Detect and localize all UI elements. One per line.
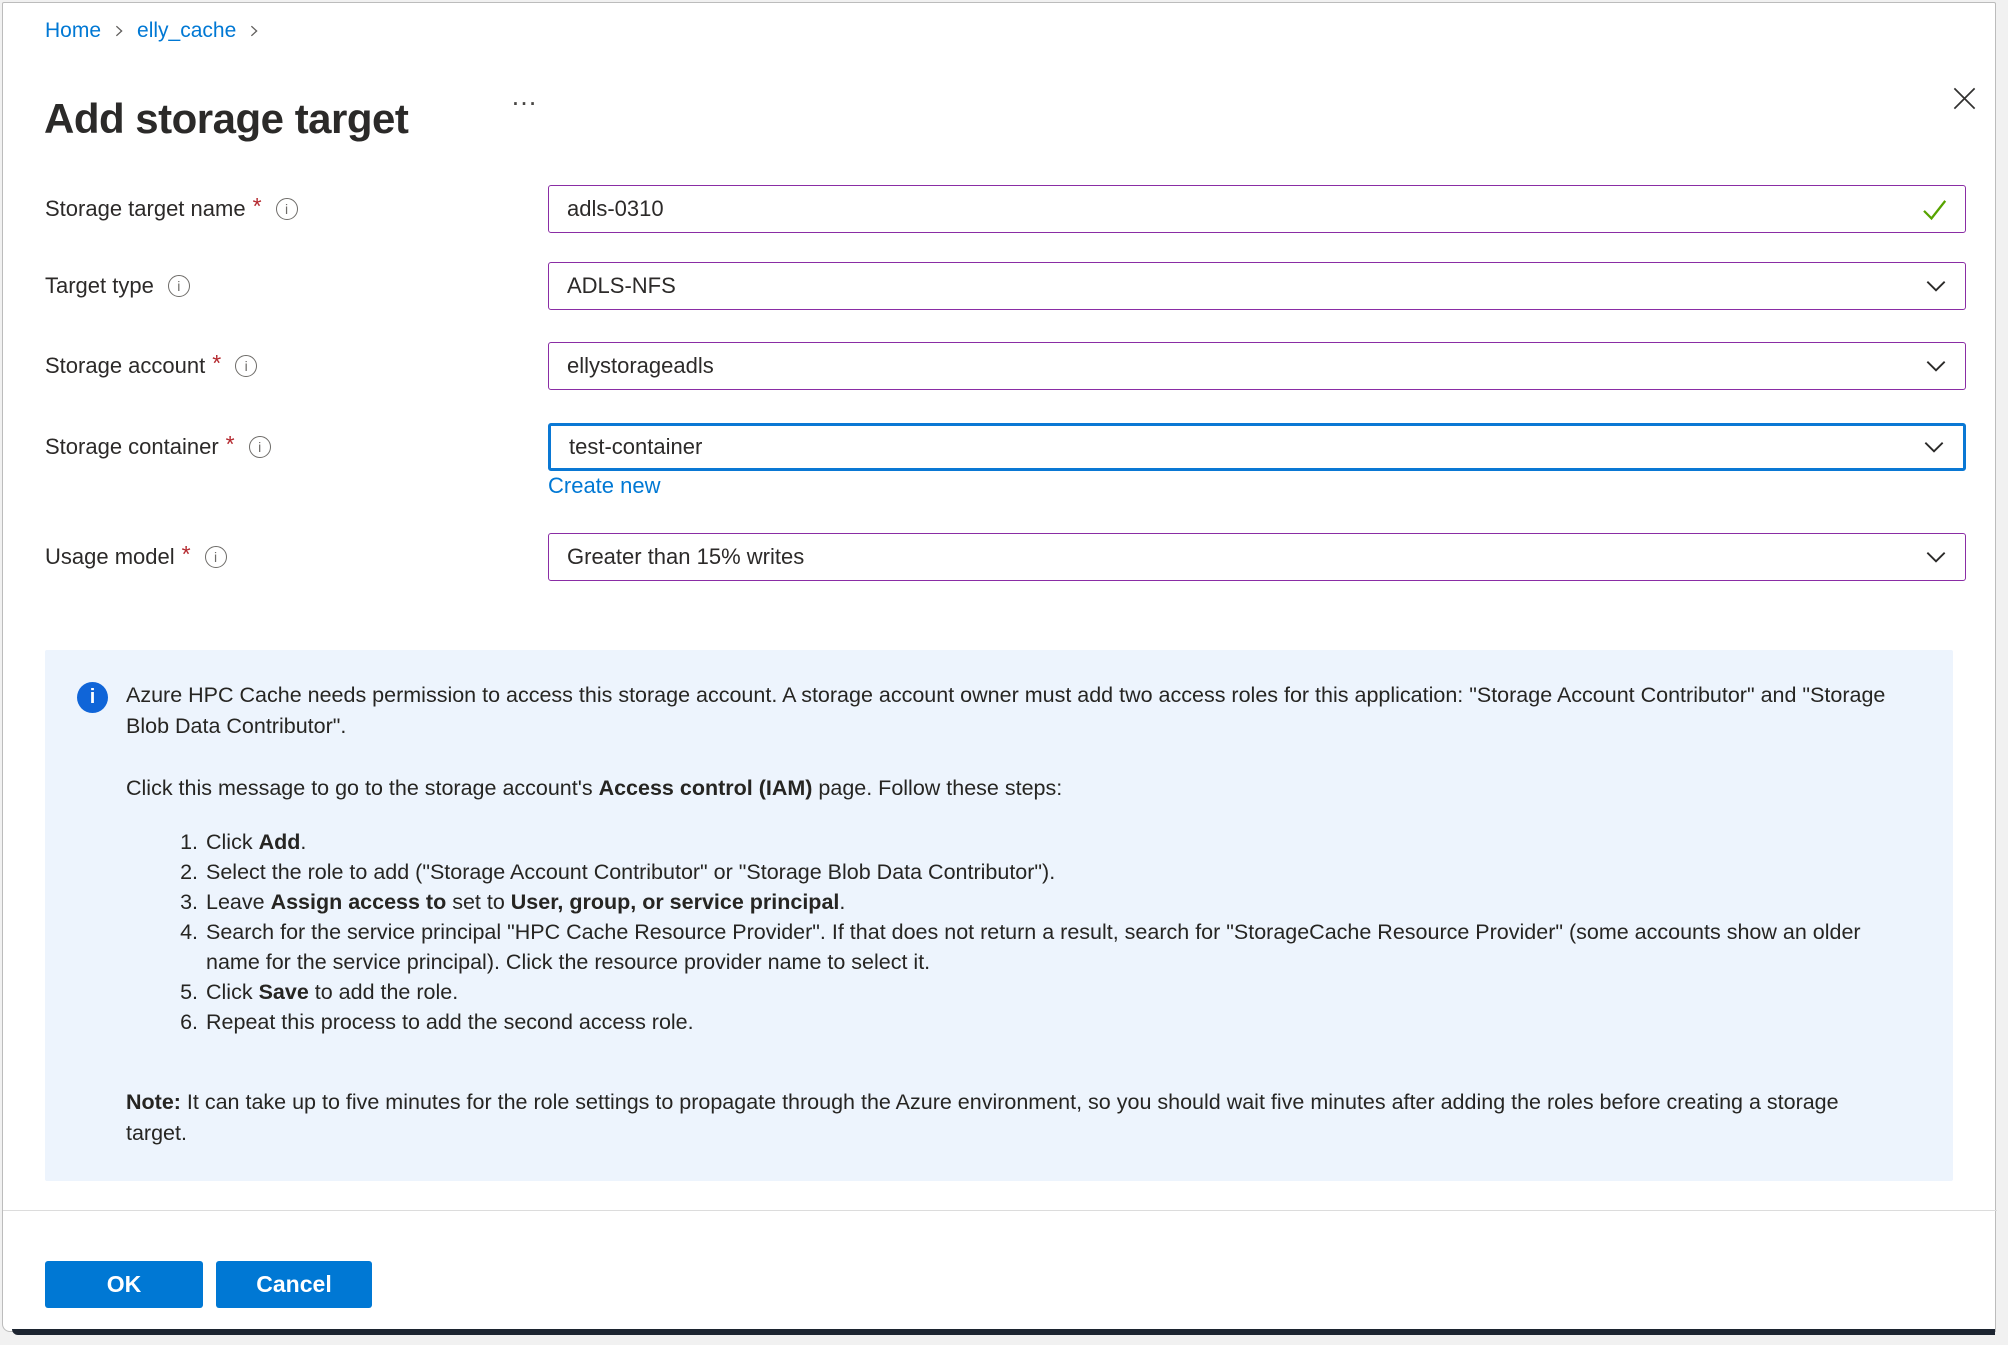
footer-divider xyxy=(3,1210,1997,1211)
required-asterisk: * xyxy=(181,541,191,567)
target-type-dropdown[interactable] xyxy=(548,262,1966,310)
storage-target-name-value[interactable] xyxy=(567,196,1907,222)
chevron-down-icon xyxy=(1923,353,1949,379)
field-label-group xyxy=(45,273,548,299)
breadcrumb xyxy=(45,19,261,43)
breadcrumb-cache-link[interactable]: elly_cache xyxy=(137,19,237,42)
chevron-right-icon xyxy=(112,24,126,38)
info-icon: i xyxy=(77,682,108,713)
info-tooltip-icon[interactable]: i xyxy=(235,355,257,377)
field-label-group xyxy=(45,431,548,460)
dropdown-selected-value: ADLS-NFS xyxy=(567,273,676,298)
info-step: 6. Repeat this process to add the second access role. xyxy=(204,1007,1897,1037)
usage-model-row xyxy=(45,533,1966,581)
storage-account-dropdown[interactable] xyxy=(548,342,1966,390)
chevron-down-icon xyxy=(1921,434,1947,460)
chevron-right-icon xyxy=(247,24,261,38)
field-label-group xyxy=(45,541,548,570)
bottom-edge-bar xyxy=(12,1329,1995,1335)
required-asterisk: * xyxy=(225,431,235,457)
info-tooltip-icon[interactable]: i xyxy=(276,198,298,220)
info-step: 4. Search for the service principal "HPC Cache Resource Provider". If that does not return a result, search for "StorageCache Resource Provider" (some accounts show an older name for the service principal). Click the resource provider name to select it. xyxy=(204,917,1897,977)
info-step: 2. Select the role to add ("Storage Account Contributor" or "Storage Blob Data Contributor"). xyxy=(204,857,1897,887)
field-label-group xyxy=(45,193,548,222)
storage-container-row xyxy=(45,423,1966,471)
create-new-link[interactable]: Create new xyxy=(548,473,661,498)
field-label: Usage model xyxy=(45,544,175,569)
ok-button[interactable]: OK xyxy=(45,1261,203,1308)
info-tooltip-icon[interactable]: i xyxy=(205,546,227,568)
info-step: 3. Leave Assign access to set to User, group, or service principal. xyxy=(204,887,1897,917)
storage-account-row xyxy=(45,342,1966,390)
required-asterisk: * xyxy=(252,193,262,219)
info-step: 5. Click Save to add the role. xyxy=(204,977,1897,1007)
storage-target-name-row xyxy=(45,185,1966,233)
field-label: Storage target name xyxy=(45,196,246,221)
target-type-row xyxy=(45,262,1966,310)
chevron-down-icon xyxy=(1923,273,1949,299)
info-paragraph: Azure HPC Cache needs permission to access this storage account. A storage account owner must add two access roles for this application: "Storage Account Contributor" and "Storage Blob Data Contributor". xyxy=(126,683,1886,738)
info-tooltip-icon[interactable]: i xyxy=(168,275,190,297)
add-storage-target-dialog xyxy=(2,2,1996,1332)
info-note: Note: It can take up to five minutes for the role settings to propagate through the Azure environment, so you should wait five minutes after adding the roles before creating a storage target. xyxy=(126,1090,1839,1145)
info-tooltip-icon[interactable]: i xyxy=(249,436,271,458)
close-icon[interactable] xyxy=(1946,80,1982,116)
field-label-group xyxy=(45,350,548,379)
info-step: 1. Click Add. xyxy=(204,827,1897,857)
valid-check-icon xyxy=(1919,194,1949,224)
more-menu-icon[interactable]: … xyxy=(503,81,547,111)
field-label: Storage container xyxy=(45,434,219,459)
chevron-down-icon xyxy=(1923,544,1949,570)
dropdown-selected-value: Greater than 15% writes xyxy=(567,544,805,569)
permissions-info-message[interactable] xyxy=(45,650,1953,1181)
storage-container-dropdown[interactable] xyxy=(548,423,1966,471)
dropdown-selected-value: ellystorageadls xyxy=(567,353,714,378)
required-asterisk: * xyxy=(212,350,222,376)
usage-model-dropdown[interactable] xyxy=(548,533,1966,581)
info-message-content xyxy=(126,680,1897,1149)
info-paragraph: Click this message to go to the storage account's Access control (IAM) page. Follow these steps: xyxy=(126,776,1063,800)
field-label: Target type xyxy=(45,273,154,298)
breadcrumb-home-link[interactable]: Home xyxy=(45,19,102,42)
field-label: Storage account xyxy=(45,353,206,378)
info-steps-list xyxy=(126,827,1897,1037)
storage-target-name-input[interactable] xyxy=(548,185,1966,233)
cancel-button[interactable]: Cancel xyxy=(216,1261,372,1308)
page-title: Add storage target xyxy=(44,95,409,143)
dropdown-selected-value: test-container xyxy=(569,434,703,459)
